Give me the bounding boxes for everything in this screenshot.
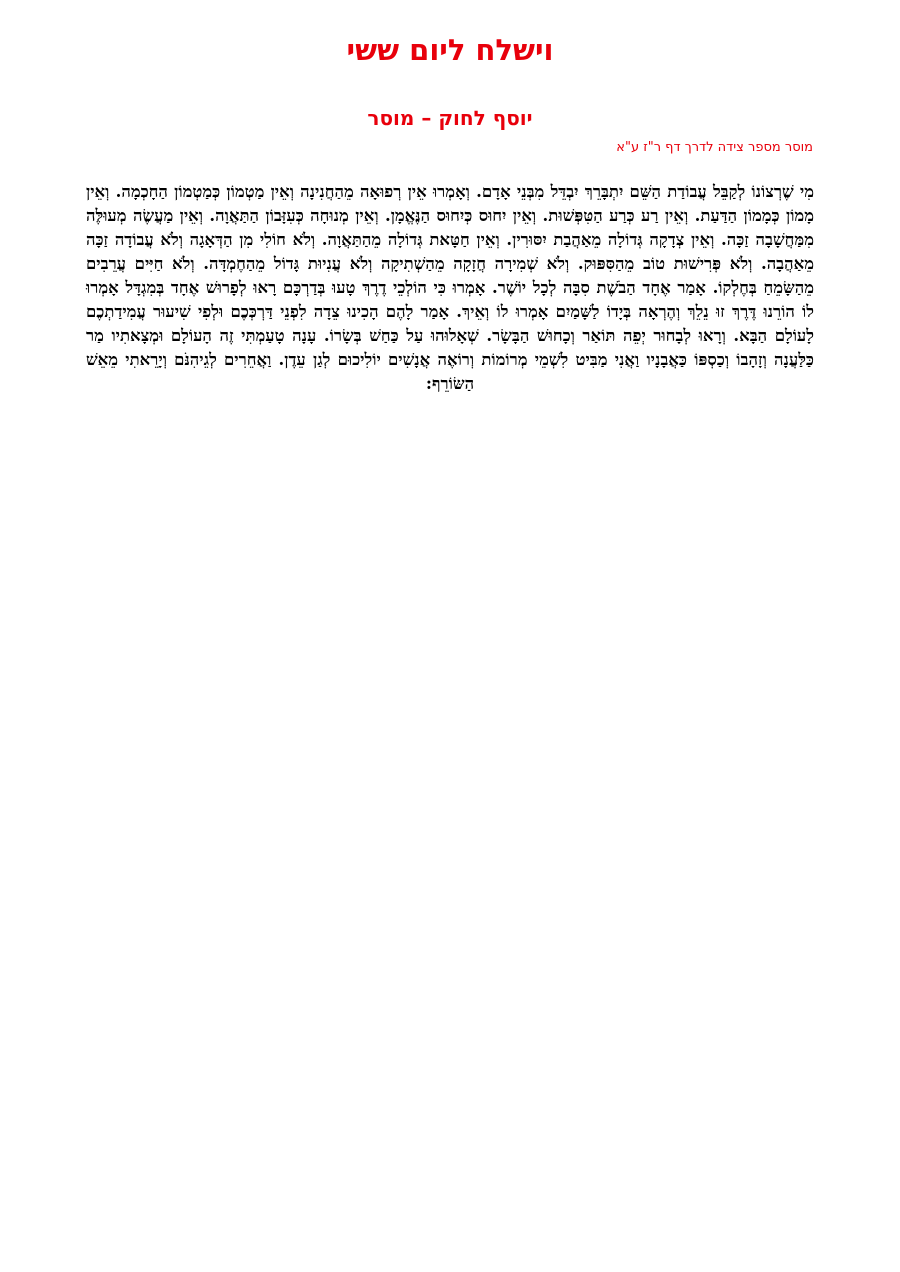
source-reference: מוסר מספר צידה לדרך דף ר"ז ע"א: [616, 140, 813, 155]
page-title: וישלח ליום ששי: [346, 33, 554, 67]
section-subtitle: יוסף לחוק – מוסר: [367, 106, 533, 130]
body-paragraph: מִי שֶׁרְצוֹנוֹ לְקַבֵּל עֲבוֹדַת הַשֵּׁם יִתְבָּרֵךְ יִבְדֵּל מִבְּנֵי אָדָם. וְאָמְרוּ אֵין רְפוּאָה מֵהַחֲנִינָה וְאֵין מַטְמוֹן כְּמַטְמוֹן הַחָכְמָה. וְאֵין מָמוֹן כְּמָמוֹן הַדַּעַת. וְאֵין רַע כְּרַע הַטִּפְּשׁוּת. וְאֵין יִחוּס כְּיִחוּס הַנֶּאֱמָן. וְאֵין מְנוּחָה כְּעִזָּבוֹן הַתַּאֲוָה. וְאֵין מַעֲשֶׂה מְעוּלֶּה מִמַּחֲשָׁבָה זַכָּה. וְאֵין צְדָקָה גְּדוֹלָה מֵאַהֲבַת יִסּוּרִין. וְאֵין חַטָּאת גְּדוֹלָה מֵהַתַּאֲוָה. וְלֹא חוֹלִי מִן הַדְּאָגָה וְלֹא עֲבוֹדָה זַכָּה מֵאַהֲבָה. וְלֹא פְּרִישׁוּת טוֹב מֵהַסִּפּוּק. וְלֹא שְׁמִירָה חֲזָקָה מֵהַשְׁתִיקָה וְלֹא עֲנִיוּת גָּדוֹל מֵהַחֶמְדָּה. וְלֹא חַיִּים עֲרֵבִים מֵהַשָּׂמֵחַ בְּחֶלְקוֹ. אָמַר אֶחָד הַבֹשֶׁת סִבָּה לְכָל יוֹשֶׁר. אָמְרוּ כִּי הוֹלְכֵי דֶרֶךְ טָעוּ בְּדַרְכָּם רָאוּ לְפָרוּשׁ אֶחָד בְּמִגְדָּל אָמְרוּ לוֹ הוֹרֵנוּ דֶּרֶךְ זוּ נֵלֵךְ וְהֶרְאָה בְּיָדוֹ לַשָּׁמַיִם אָמְרוּ לוֹ וְאֵיךְ. אָמַר לָהֶם הָכִינוּ צֵדָה לִפְנֵי דַּרְכְּכֶם וּלְפִי שִׁיעוּר עֲמִידַתְכֶם לָעוֹלָם הַבָּא. וְרָאוּ לְבָחוּר יְפֵה תּוֹאַר וְכָחוּשׁ הַבָּשָׂר. שְׁאָלוּהוּ עַל כַּחַשׁ בְּשָׂרוֹ. עָנָה טָעַמְתִּי זֶה הָעוֹלָם וּמְצָאתִיו מַר כַּלַּעֲנָה וְזָהָבוֹ וְכַסְפּוֹ כַּאֲבָנָיו וַאֲנִי מַבִּיט לִשְׁמֵי מְרוֹמוֹת וְרוֹאֶה אֲנָשִׁים יוֹלִיכוּם לְגַן עֵדֶן. וַאֲחֵרִים לְגֵיהִנֹּם וְיָרֵאתִי מֵאֵשׁ הַשּׂוֹרֵף:: [86, 182, 814, 393]
